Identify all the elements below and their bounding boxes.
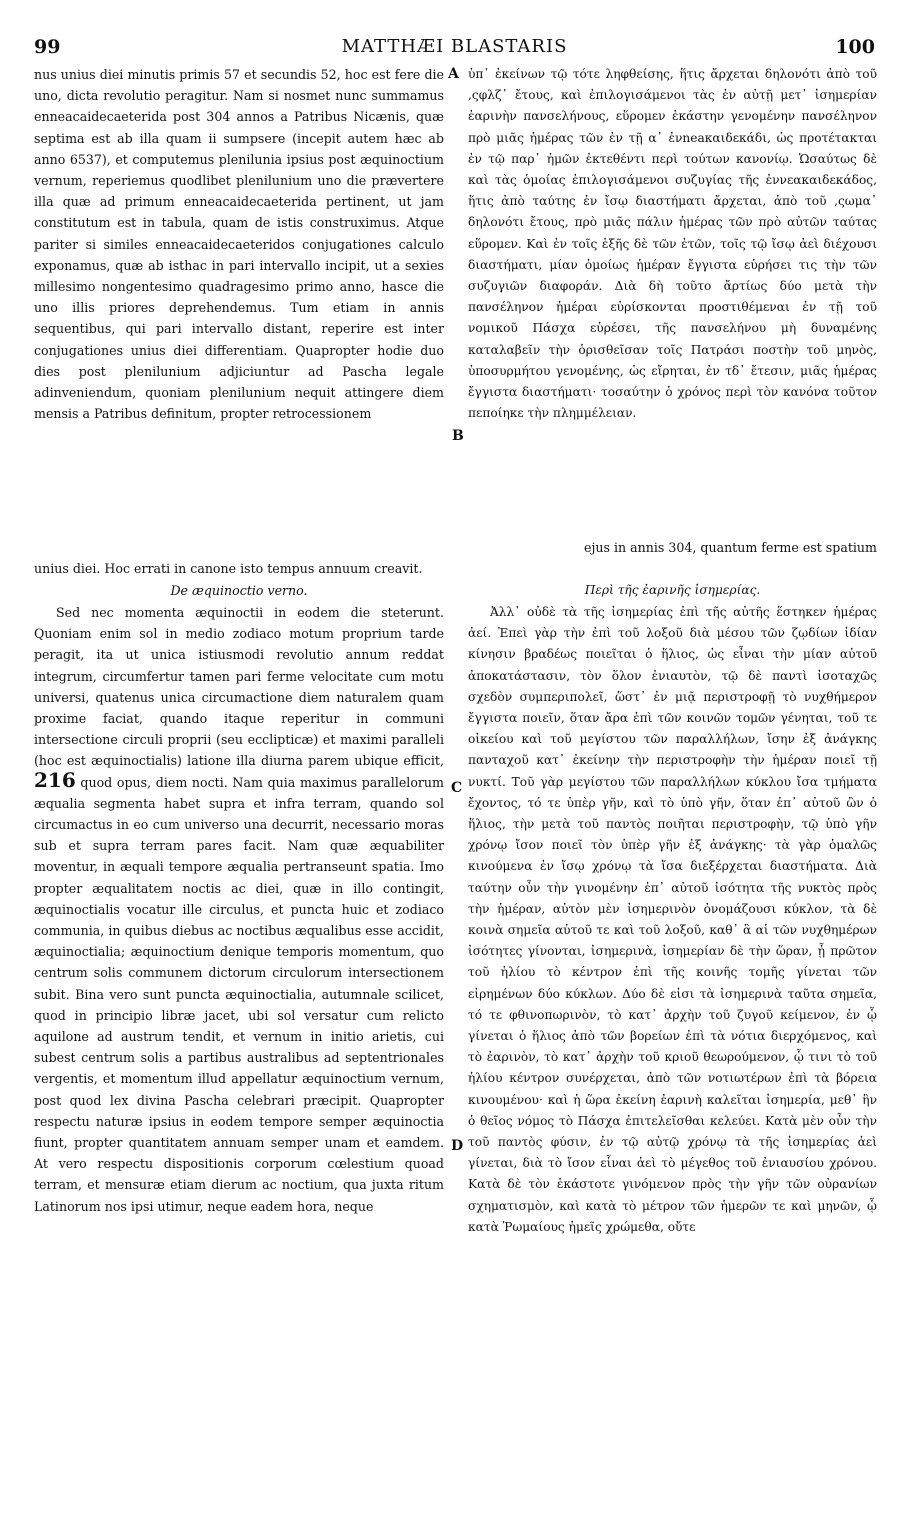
full-width-line-1: [34, 537, 877, 558]
greek-column-top: [468, 64, 877, 538]
margin-marker-c: C: [451, 780, 463, 796]
right-page-number: 100: [835, 36, 875, 58]
latin-body-part-a: Sed nec momenta æquinoctii in eodem die steterunt. Quoniam enim sol in medio zodiaco motum proprium tarde peragit, ita ut unica istiusmodi revolutio annum reddat integrum, circumfertur tamen pari ferme velocitate cum motu universi, quatenus unica circumactione diem naturalem quam proxime faciat, quando itaque reperitur in communi intersectione circuli proprii (seu ecclipticæ) et maximi parallelі (hoc est æquinoctialis) latione illa diurna parem ubique efficit,: [34, 605, 444, 769]
latin-heading-box: [34, 580, 444, 601]
column-number: 216: [34, 767, 76, 792]
left-page-number: 99: [34, 36, 61, 58]
margin-marker-d: D: [451, 1138, 464, 1154]
full-width-line-2: [34, 558, 877, 579]
greek-body-paragraph: Ἀλλ᾽ οὐδὲ τὰ τῆς ἰσημερίας ἐπὶ τῆς αὐτῆς ἕστηκεν ἡμέρας ἀεί. Ἐπεὶ γὰρ τὴν ἐπὶ τοῦ λοξοῦ διὰ μέσου τῶν ζῳδίων ἰδίαν κίνησιν βραδέως ποιεῖται ὁ ἥλιος, ὡς εἶναι τὴν μίαν αὐτοῦ ἀποκατάστασιν, τὸν ὅλον ἐνιαυτὸν, τῷ δὲ παντὶ ἰσοταχῶς σχεδὸν συμπεριπολεῖ, ὥστ᾽ ἐν μιᾷ περιστροφῇ τὸ νυχθήμερον ἔγγιστα ποιεῖν, ὅταν ἄρα ἐπὶ τῶν κοινῶν τομῶν γένηται, τοῦ τε οἰκείου καὶ τοῦ μεγίστου τῶν παραλλήλων, ἴσην ἐξ ἀνάγκης πανταχοῦ κατ᾽ ἐκείνην τὴν περιστροφὴν τὴν ἡμέραν ποιεῖ τῇ νυκτί. Τοῦ γὰρ μεγίστου τῶν παραλλήλων κύκλου ἴσα τμήματα ἔχοντος, τό τε ὑπὲρ γῆν, καὶ τὸ ὑπὸ γῆν, ὅταν ἐπ᾽ αὐτοῦ ὢν ὁ ἥλιος, τὴν μετὰ τοῦ παντὸς ποιῆται περιστροφὴν, τῷ ὑπὸ γῆν χρόνῳ ἴσον ποιεῖ τὸν ὑπὲρ γῆν ἐξ ἀνάγκης· τὰ γὰρ ὁμαλῶς κινούμενα ἐν ἴσῳ χρόνῳ τὰ ἴσα διεξέρχεται διαστήματα. Διὰ ταύτην οὖν τὴν γινομένην ἐπ᾽ αὐτοῦ ἰσότητα τῆς νυκτὸς πρὸς τὴν ἡμέραν, αὐτὸν μὲν ἰσημερινὸν ὀνομάζουσι κύκλον, τὰ δὲ κοινὰ σημεῖα αὐτοῦ τε καὶ τοῦ λοξοῦ, καθ᾽ ἃ αἱ τῶν νυχθημέρων ἰσότητες γίνονται, ἰσημερινὰ, ἰσημερίαν δὲ τὴν ὥραν, ᾗ πρῶτον τοῦ ἡλίου τὸ κέντρον ἐπὶ τῆς κοινῆς τομῆς γίνεται τῶν εἰρημένων δύο κύκλων. Δύο δὲ εἰσι τὰ ἰσημερινὰ ταῦτα σημεῖα, τό τε φθινοπωρινὸν, τὸ κατ᾽ ἀρχὴν τοῦ ζυγοῦ κείμενον, ἐν ᾧ γίνεται ὁ ἥλιος ἀπὸ τῶν βορείων ἐπὶ τὰ νότια διερχόμενος, καὶ τὸ ἐαρινὸν, τὸ κατ᾽ ἀρχὴν τοῦ κριοῦ θεωρούμενον, ᾧ τινι τὸ τοῦ ἡλίου κέντρον συνέρχεται, ἀπὸ τῶν νοτιωτέρων ἐπὶ τὰ βόρεια κινουμένου· καὶ ἡ ὥρα ἐκείνη ἐαρινὴ καλεῖται ἰσημερία, μεθ᾽ ἣν ὁ θεῖος νόμος τὸ Πάσχα ἐπιτελεῖσθαι κελεύει. Κατὰ μὲν οὖν τὴν τοῦ παντὸς φύσιν, ἐν τῷ αὐτῷ χρόνῳ τὰ τῆς ἰσημερίας ἀεὶ γίνεται, διὰ τὸ ἴσον εἶναι ἀεὶ τὸ μέγεθος τοῦ ἐνιαυσίου χρόνου. Κατὰ δὲ τὸν ἑκάστοτε γινόμενον πρὸς τὴν γῆν τῶν οὐρανίων σχηματισμὸν, καὶ κατὰ τὸ μέτρον τῶν ἡμερῶν τε καὶ μηνῶν, ᾧ κατὰ Ῥωμαίους ἡμεῖς χρώμεθα, οὔτε: [468, 605, 877, 1234]
page-header: [30, 36, 879, 62]
latin-column-body: [34, 602, 444, 1522]
margin-marker-b: B: [452, 428, 464, 444]
latin-section-heading: De æquinoctio verno.: [170, 583, 308, 598]
latin-body-part-b: quod opus, diem nocti. Nam quia maximus parallelorum æqualia segmenta habet supra et infra terram, quando sol circumactus in eo cum universo una decurrit, necessario moras sub et supra terram pares facit. Nam quæ æquabiliter moventur, in æquali tempore æqualia pertranseunt spatia. Imo propter æqualitatem noctis ac diei, quæ in illo contingit, æquinoctialis vocatur ille circulus, et puncta huic et zodiaco communia, in quibus diebus ac noctibus æqualibus esse accidit, æquinoctialia; æquinoctium denique temporis momentum, quo centrum solis communem dictorum circulorum intersectionem subit. Bina vero sunt puncta æquinoctialia, autumnale scilicet, quod in principio libræ jacet, ubi sol versatur cum relicto aquilone ad austrum tendit, et vernum in initio arietis, cui subest centrum solis a partibus australibus ad septentrionales vergentis, et momentum illud appellatur æquinoctium vernum, post quod lex divina Pascha celebrari præcipit. Quapropter respectu naturæ ipsius in eodem tempore semper æquinoctia fiunt, propter quantitatem annuam semper unam et eamdem. At vero respectu dispositionis corporum cœlestium quoad terram, et mensuræ etiam dierum ac noctium, qua juxta ritum Latinorum nos ipsi utimur, neque eadem hora, neque: [34, 774, 444, 1214]
latin-top-paragraph: nus unius diei minutis primis 57 et secundis 52, hoc est fere die uno, dicta revolutio peragitur. Nam si nosmet nunc summamus enneacaidecaeterida post 304 annos a Patribus Nicænis, quæ septima est ab illa quam ii sumpsere (incepit autem hæc ab anno 6537), et computemus plenilunia ipsius post æquinoctium vernum, reperiemus quodlibet plenilunium uno die prævertere illa quæ ad primum enneacaidecaeterida pertinent, ut jam constitutum est in tabula, quam de istis construximus. Atque pariter si similes enneacaidecaeteridos conjugationes calculo exponamus, quæ ab isthac in pari intervallo incipit, ut a sexies millesimo nongentesimo quadragesimo primo anno, hasce die uno illis priores deprehendemus. Tum etiam in annis sequentibus, qui pari intervallo distant, reperire est inter conjugationes unius diei differentiam. Quapropter hodie duo dies post plenilunium adjiciuntur ad Pascha legale adinveniendum, quoniam plenilunium nequit attingere diem mensis a Patribus definitum, propter retrocessionem: [34, 67, 444, 422]
full-line-2: unius diei. Hoc errati in canone isto tempus annuum creavit.: [34, 561, 423, 576]
greek-heading-box: [468, 580, 877, 601]
greek-top-paragraph: ὑπ᾽ ἐκείνων τῷ τότε ληφθείσης, ἥτις ἄρχεται δηλονότι ἀπὸ τοῦ ,ςφλζ᾽ ἔτους, καὶ ἐπιλογισάμενοι τὰς ἐν αὐτῇ μετ᾽ ἰσημερίαν ἐαρινὴν πανσελήνους, εὕρομεν ἑκάστην γενομένην πανσέληνον πρὸ μιᾶς ἡμέρας τῶν ἐν τῇ α᾽ ἐνneaκαιδεκάδι, ὡς προτέτακται ἐν τῷ παρ᾽ ἡμῶν ἐκτεθέντι περὶ τούτων κανονίῳ. Ὡσαύτως δὲ καὶ τὰς ὁμοίας ἐπιλογισάμενοι συζυγίας τῆς ἐννεακαιδεκάδος, ἥτις ἀπὸ ταύτης ἐν ἴσῳ διαστήματι ἄρχεται, ἀπὸ τοῦ ,ςωμα᾽ δηλονότι ἔτους, πρὸ μιᾶς πάλιν ἡμέρας τῶν πρὸ αὐτῶν ταύτας εὕρομεν. Καὶ ἐν τοῖς ἑξῆς δὲ τῶν ἐτῶν, τοῖς τῷ ἴσῳ ἀεὶ διέχουσι διαστήματι, μίαν ὁμοίως ἡμέραν ἔγγιστα εὑρήσει τις τὴν τῶν συζυγιῶν διαφοράν. Διὰ δὴ τοῦτο ἄρτίως δύο μετὰ τὴν πανσέληνον ἡμέραι εὑρίσκονται προστιθέμεναι ἐν τῇ τοῦ νομικοῦ Πάσχα εὑρέσει, τῆς πανσελήνου μὴ δυναμένης καταλαβεῖν τὴν ὁρισθεῖσαν τοῖς Πατράσι ποστὴν τοῦ μηνὸς, ὑποσυρμήτου γενομένης, ὡς εἴρηται, ἐν τδ᾽ ἔτεσιν, μιᾶς ἡμέρας ἔγγιστα διαστήματι· τοσαύτην ὁ χρόνος περὶ τὸν κανόνα τοῦτον πεποίηκε τὴν πλημμέλειαν.: [468, 67, 877, 421]
full-line-1: ejus in annis 304, quantum ferme est spatium: [584, 540, 877, 555]
latin-body-paragraph: [34, 602, 444, 1217]
margin-marker-a: A: [448, 66, 459, 82]
latin-column-top: [34, 64, 444, 538]
running-title: MATTHÆI BLASTARIS: [341, 36, 568, 57]
greek-column-body: [468, 602, 877, 1522]
greek-section-heading: Περὶ τῆς ἐαρινῆς ἰσημερίας.: [584, 583, 761, 597]
